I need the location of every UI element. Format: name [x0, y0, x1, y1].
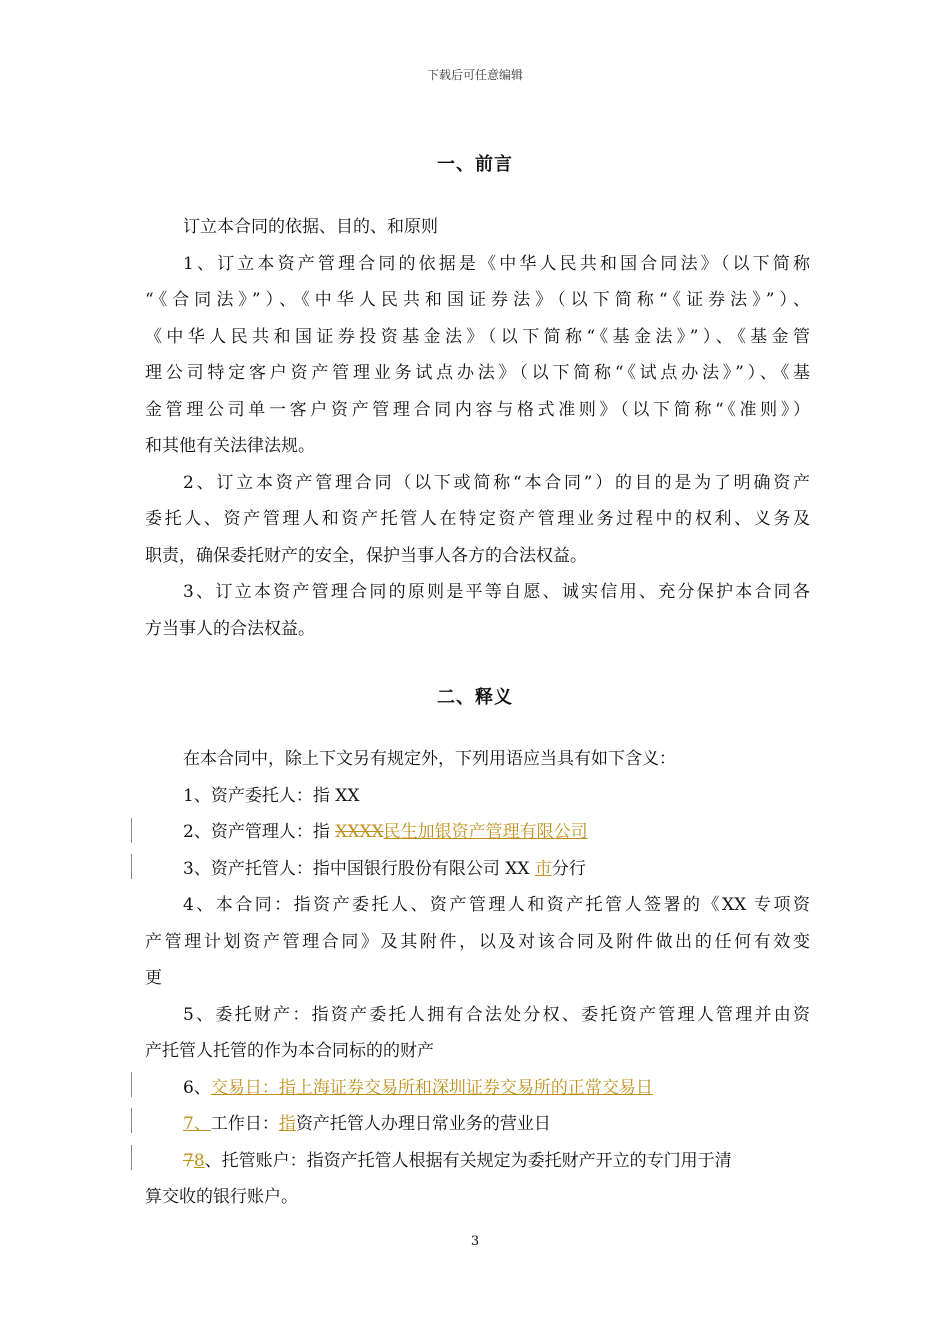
definition-text: 2、资产管理人：指	[183, 822, 336, 842]
tracked-insertion: 7、	[183, 1114, 211, 1134]
tracked-insertion: 指	[278, 1114, 296, 1134]
revision-change-bar	[131, 818, 132, 843]
definition-item-8	[145, 1143, 810, 1180]
tracked-insertion: 民生加银资产管理有限公司	[383, 822, 588, 842]
revision-change-bar	[131, 1108, 132, 1133]
definition-text: 工作日：	[210, 1114, 279, 1134]
tracked-insertion: 8	[193, 1150, 205, 1171]
page-number: 3	[470, 1234, 480, 1249]
tracked-insertion: 交易日：指上海证券交易所和深圳证券交易所的正常交易日	[210, 1077, 653, 1098]
paragraph-line: 1、订立本资产管理合同的依据是《中华人民共和国合同法》（以下简称	[183, 253, 810, 274]
paragraph-line: 委托人、资产管理人和资产托管人在特定资产管理业务过程中的权利、义务及	[145, 509, 810, 529]
paragraph-line: 产托管人托管的作为本合同标的的财产	[145, 1041, 434, 1061]
section-preface-body	[145, 209, 810, 647]
tracked-deletion: 7	[183, 1150, 194, 1171]
paragraph-line: 和其他有关法律法规。	[145, 436, 315, 456]
revision-change-bar	[131, 1145, 132, 1170]
definition-text: 3、资产托管人：指中国银行股份有限公司 XX	[183, 858, 535, 879]
definition-item-2	[145, 814, 810, 851]
definition-text: 6、	[183, 1077, 211, 1098]
paragraph-line: 4、本合同：指资产委托人、资产管理人和资产托管人签署的《XX 专项资	[183, 895, 810, 915]
paragraph-line: 算交收的银行账户。	[145, 1187, 298, 1207]
definition-item-7	[145, 1106, 810, 1143]
preface-intro: 订立本合同的依据、目的、和原则	[183, 217, 438, 237]
definition-text: 分行	[551, 858, 586, 879]
paragraph-line: 金管理公司单一客户资产管理合同内容与格式准则》（以下简称“《准则》）	[145, 399, 810, 420]
paragraph-line: 职责，确保委托财产的安全，保护当事人各方的合法权益。	[145, 545, 587, 566]
tracked-insertion: 市	[534, 858, 552, 879]
revision-change-bar	[131, 854, 132, 879]
tracked-deletion: XXXX	[335, 822, 384, 842]
definitions-intro: 在本合同中，除上下文另有规定外，下列用语应当具有如下含义：	[183, 749, 676, 769]
definition-item-6	[145, 1070, 810, 1107]
page-header: 下载后可任意编辑	[426, 68, 523, 82]
section-title-definitions: 二、释义	[437, 687, 513, 708]
paragraph-line: 5、委托财产：指资产委托人拥有合法处分权、委托资产管理人管理并由资	[183, 1004, 810, 1025]
paragraph-line: 更	[145, 968, 162, 988]
definition-text: 、托管账户：指资产托管人根据有关规定为委托财产开立的专门用于清	[204, 1150, 732, 1171]
definition-item-1: 1、资产委托人：指 XX	[183, 785, 360, 806]
paragraph-line: 产管理计划资产管理合同》及其附件，以及对该合同及附件做出的任何有效变	[145, 931, 810, 952]
paragraph-line: 理公司特定客户资产管理业务试点办法》（以下简称“《试点办法》”）、《基	[145, 363, 810, 383]
paragraph-line: 方当事人的合法权益。	[145, 618, 315, 639]
section-definitions-body	[145, 741, 810, 1216]
definition-text: 资产托管人办理日常业务的营业日	[295, 1114, 551, 1134]
section-title-preface: 一、前言	[437, 154, 513, 175]
paragraph-line: 2、订立本资产管理合同（以下或简称“本合同”）的目的是为了明确资产	[183, 472, 810, 493]
paragraph-line: 《中华人民共和国证券投资基金法》（以下简称“《基金法》”）、《基金管	[145, 326, 810, 347]
paragraph-line: 3、订立本资产管理合同的原则是平等自愿、诚实信用、充分保护本合同各	[183, 582, 810, 602]
paragraph-line: “《合同法》”）、《中华人民共和国证券法》（以下简称“《证券法》”）、	[145, 290, 810, 310]
definition-item-3	[145, 851, 810, 888]
revision-change-bar	[131, 1072, 132, 1097]
